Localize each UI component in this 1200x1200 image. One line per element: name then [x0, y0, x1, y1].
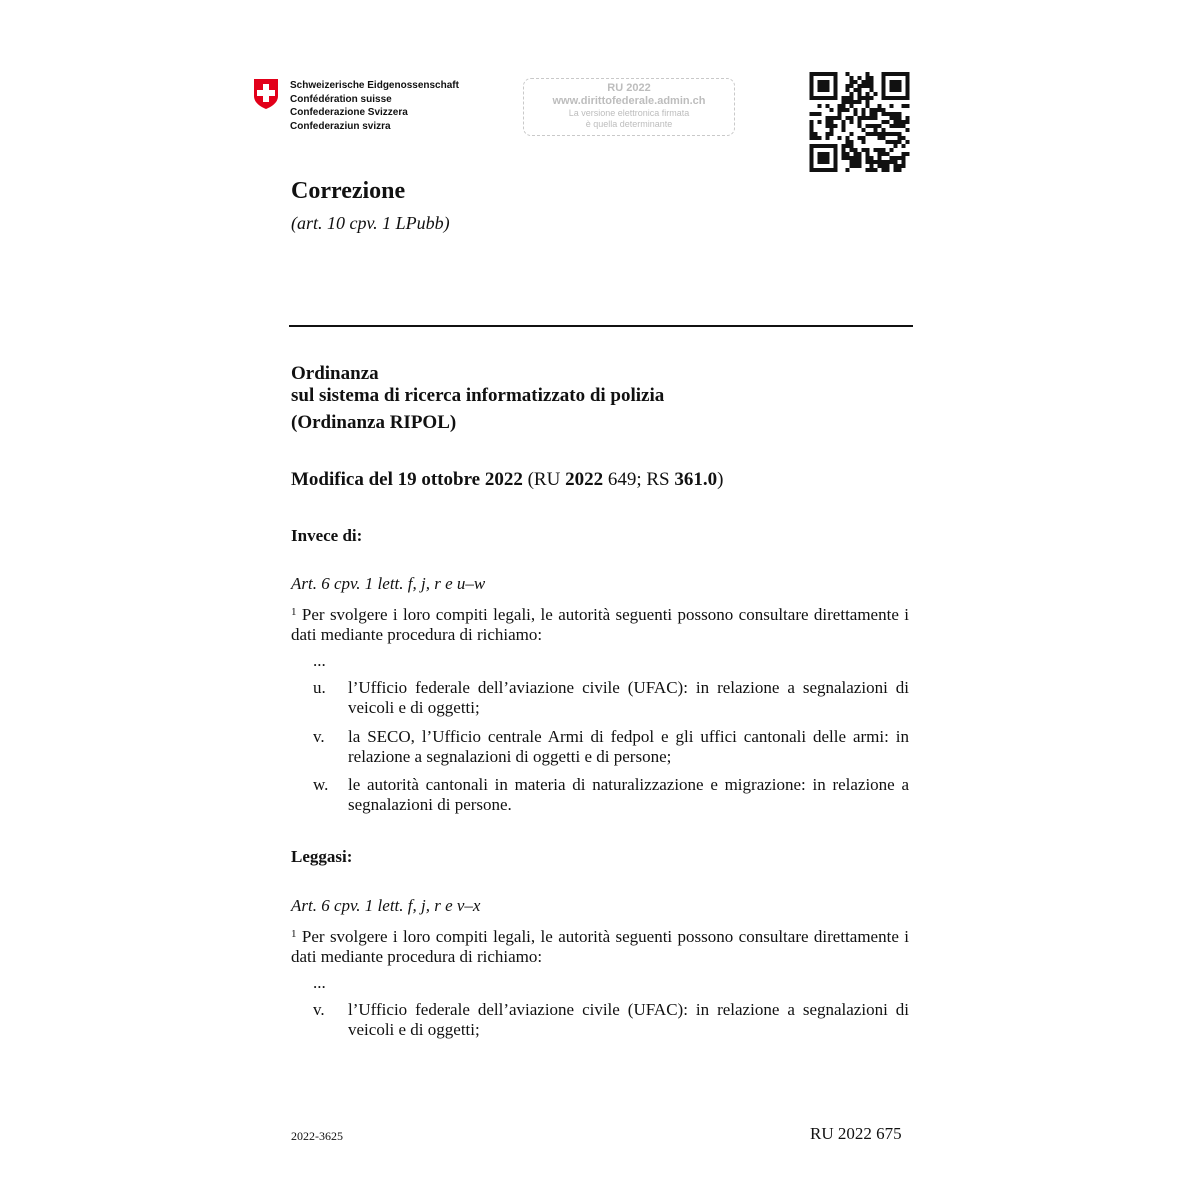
instead-heading: Invece di:: [291, 526, 363, 545]
read-paragraph-number: 1: [291, 928, 297, 940]
confederation-name-de: Schweizerische Eidgenossenschaft: [290, 80, 459, 91]
instead-ellipsis: ...: [313, 651, 326, 670]
list-item-letter: v.: [313, 727, 325, 746]
list-item-text: la SECO, l’Ufficio centrale Armi di fedpol e gli uffici cantonali delle armi: in relazione a segnalazioni di oggetti e di persone;: [348, 727, 909, 766]
ordinance-title-line-2: sul sistema di ricerca informatizzato di polizia: [291, 385, 665, 406]
confederation-name-rm: Confederaziun svizra: [290, 120, 391, 132]
ordinance-title: [291, 363, 664, 407]
instead-paragraph-text: Per svolgere i loro compiti legali, le autorità seguenti possono consultare direttamente i dati mediante procedura di richiamo:: [291, 605, 909, 644]
amendment-date: Modifica del 19 ottobre 2022: [291, 469, 523, 490]
read-article: Art. 6 cpv. 1 lett. f, j, r e v–x: [291, 896, 481, 915]
read-heading: Leggasi:: [291, 847, 353, 866]
stamp-line-2: www.dirittofederale.admin.ch: [552, 95, 706, 107]
list-item: [313, 727, 909, 767]
instead-paragraph: [291, 602, 909, 645]
confederation-name-fr: Confédération suisse: [290, 93, 392, 105]
read-paragraph-text: Per svolgere i loro compiti legali, le autorità seguenti possono consultare direttamente i dati mediante procedura di richiamo:: [291, 927, 909, 966]
list-item: [313, 678, 909, 718]
confederation-name-it: Confederazione Svizzera: [290, 107, 408, 118]
list-item-text: le autorità cantonali in materia di naturalizzazione e migrazione: in relazione a segnalazioni di persone.: [348, 775, 909, 814]
amendment-rs-number: 361.0: [674, 469, 718, 490]
read-ellipsis: ...: [313, 973, 326, 992]
read-paragraph: [291, 924, 909, 967]
instead-paragraph-number: 1: [291, 606, 297, 618]
list-item: [313, 775, 909, 815]
list-item-text: l’Ufficio federale dell’aviazione civile (UFAC): in relazione a segnalazioni di veicoli e di oggetti;: [348, 678, 909, 717]
amendment-text-3: ): [717, 469, 724, 490]
amendment-ru-year: 2022: [565, 469, 604, 490]
list-item-letter: w.: [313, 775, 329, 794]
list-item-letter: u.: [313, 678, 326, 697]
instead-article: Art. 6 cpv. 1 lett. f, j, r e u–w: [291, 574, 486, 593]
swiss-cross-icon: [252, 78, 280, 110]
official-publication-stamp: [523, 78, 735, 136]
amendment-reference: [291, 469, 723, 491]
page-reference: RU 2022 675: [810, 1124, 902, 1143]
list-item-text: l’Ufficio federale dell’aviazione civile (UFAC): in relazione a segnalazioni di veicoli e di oggetti;: [348, 1000, 909, 1039]
amendment-text-2: 649; RS: [603, 469, 675, 490]
page-subtitle: (art. 10 cpv. 1 LPubb): [291, 213, 450, 233]
confederation-names: [290, 79, 459, 133]
list-item: [313, 1000, 909, 1040]
amendment-text-1: (RU: [522, 469, 566, 490]
divider: [289, 325, 913, 327]
list-item-letter: v.: [313, 1000, 325, 1019]
ordinance-abbreviation: (Ordinanza RIPOL): [291, 412, 457, 433]
ordinance-title-line-1: Ordinanza: [291, 363, 379, 384]
document-number: 2022-3625: [291, 1129, 343, 1143]
stamp-line-1: RU 2022: [607, 82, 651, 94]
qr-code-icon: [808, 72, 911, 172]
stamp-line-3: La versione elettronica firmata: [568, 108, 690, 118]
page-title: Correzione: [291, 178, 406, 204]
stamp-line-4: è quella determinante: [585, 119, 673, 129]
